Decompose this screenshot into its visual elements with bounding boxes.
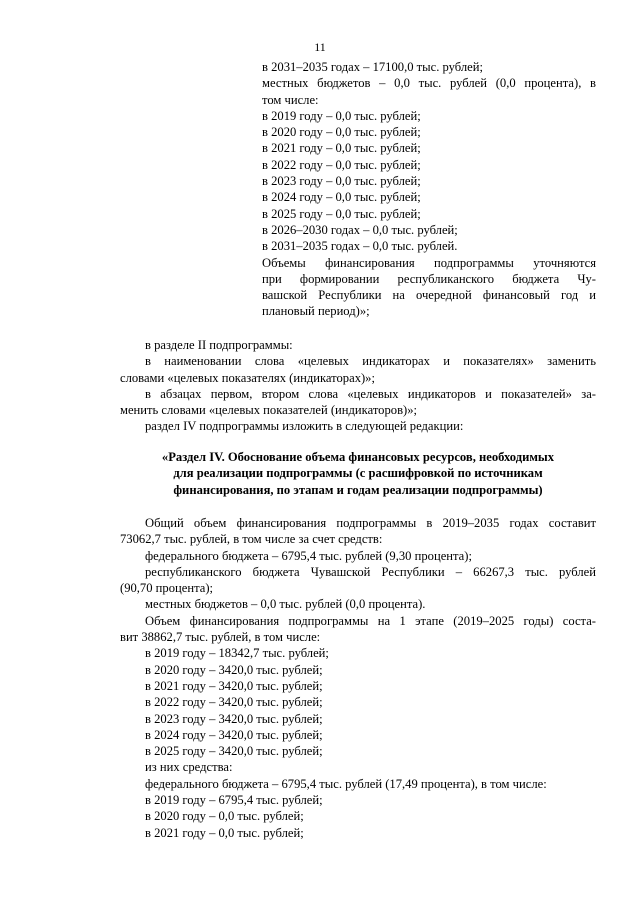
- text-line: в 2019 году – 6795,4 тыс. рублей;: [145, 793, 323, 808]
- text-line: 73062,7 тыс. рублей, в том числе за счет средств:: [120, 532, 383, 547]
- text-line: федерального бюджета – 6795,4 тыс. рублей (9,30 процента);: [145, 548, 472, 563]
- text-line: плановый период)»;: [262, 304, 370, 319]
- text-line: в наименовании слова «целевых индикаторах и показателях» заменить: [145, 354, 596, 369]
- text-line: раздел IV подпрограммы изложить в следующей редакции:: [145, 419, 464, 434]
- heading-line: для реализации подпрограммы (с расшифровкой по источникам: [173, 466, 543, 481]
- page-number: 11: [314, 40, 326, 54]
- text-line: республиканского бюджета Чувашской Республики – 66267,3 тыс. рублей: [145, 564, 596, 579]
- text-line: вит 38862,7 тыс. рублей, в том числе:: [120, 630, 321, 645]
- text-line: в 2020 году – 0,0 тыс. рублей;: [145, 809, 304, 824]
- text-line: в 2023 году – 3420,0 тыс. рублей;: [145, 711, 323, 726]
- text-line: том числе:: [262, 92, 319, 107]
- text-line: Объем финансирования подпрограммы на 1 этапе (2019–2025 годы) соста-: [145, 613, 596, 628]
- text-line: в 2019 году – 18342,7 тыс. рублей;: [145, 646, 329, 661]
- text-line: менить словами «целевых показателей (индикаторов)»;: [120, 403, 418, 418]
- heading-line: финансирования, по этапам и годам реализации подпрограммы): [173, 482, 543, 497]
- text-line: в 2025 году – 0,0 тыс. рублей;: [262, 206, 421, 221]
- text-line: в 2023 году – 0,0 тыс. рублей;: [262, 174, 421, 189]
- text-line: местных бюджетов – 0,0 тыс. рублей (0,0 процента).: [145, 597, 426, 612]
- text-line: в 2022 году – 3420,0 тыс. рублей;: [145, 695, 323, 710]
- text-line: (90,70 процента);: [120, 581, 214, 596]
- section-heading: [120, 449, 596, 498]
- text-line: в 2031–2035 годах – 17100,0 тыс. рублей;: [262, 60, 483, 74]
- text-line: местных бюджетов – 0,0 тыс. рублей (0,0 процента), в: [262, 76, 596, 91]
- text-line: из них средства:: [145, 760, 233, 775]
- text-line: в 2025 году – 3420,0 тыс. рублей;: [145, 744, 323, 759]
- amendments: [120, 337, 596, 435]
- text-line: в абзацах первом, втором слова «целевых индикаторов и показателей» за-: [145, 386, 596, 401]
- text-line: в 2024 году – 0,0 тыс. рублей;: [262, 190, 421, 205]
- text-line: в 2022 году – 0,0 тыс. рублей;: [262, 157, 421, 172]
- heading-line: «Раздел IV. Обоснование объема финансовых ресурсов, необходимых: [161, 450, 555, 464]
- text-line: в 2026–2030 годах – 0,0 тыс. рублей;: [262, 222, 458, 237]
- text-line: в 2031–2035 годах – 0,0 тыс. рублей.: [262, 239, 458, 254]
- text-line: вашской Республики на очередной финансовый год и: [262, 288, 596, 303]
- text-line: в 2024 году – 3420,0 тыс. рублей;: [145, 727, 323, 742]
- text-line: федерального бюджета – 6795,4 тыс. рублей (17,49 процента), в том числе:: [145, 776, 547, 791]
- text-line: в 2021 году – 0,0 тыс. рублей;: [262, 141, 421, 156]
- text-line: в 2021 году – 0,0 тыс. рублей;: [145, 825, 304, 840]
- text-line: в 2019 году – 0,0 тыс. рублей;: [262, 108, 421, 123]
- text-line: словами «целевых показателях (индикаторах)»;: [120, 370, 375, 385]
- text-line: в 2021 году – 3420,0 тыс. рублей;: [145, 678, 323, 693]
- text-line: в 2020 году – 3420,0 тыс. рублей;: [145, 662, 323, 677]
- text-line: Общий объем финансирования подпрограммы в 2019–2035 годах составит: [145, 516, 596, 530]
- text-line: в разделе II подпрограммы:: [145, 338, 293, 352]
- financing-continuation: [262, 59, 596, 320]
- text-line: в 2020 году – 0,0 тыс. рублей;: [262, 125, 421, 140]
- section-body: [120, 515, 596, 841]
- text-line: Объемы финансирования подпрограммы уточняются: [262, 255, 596, 270]
- text-line: при формировании республиканского бюджета Чу-: [262, 271, 596, 286]
